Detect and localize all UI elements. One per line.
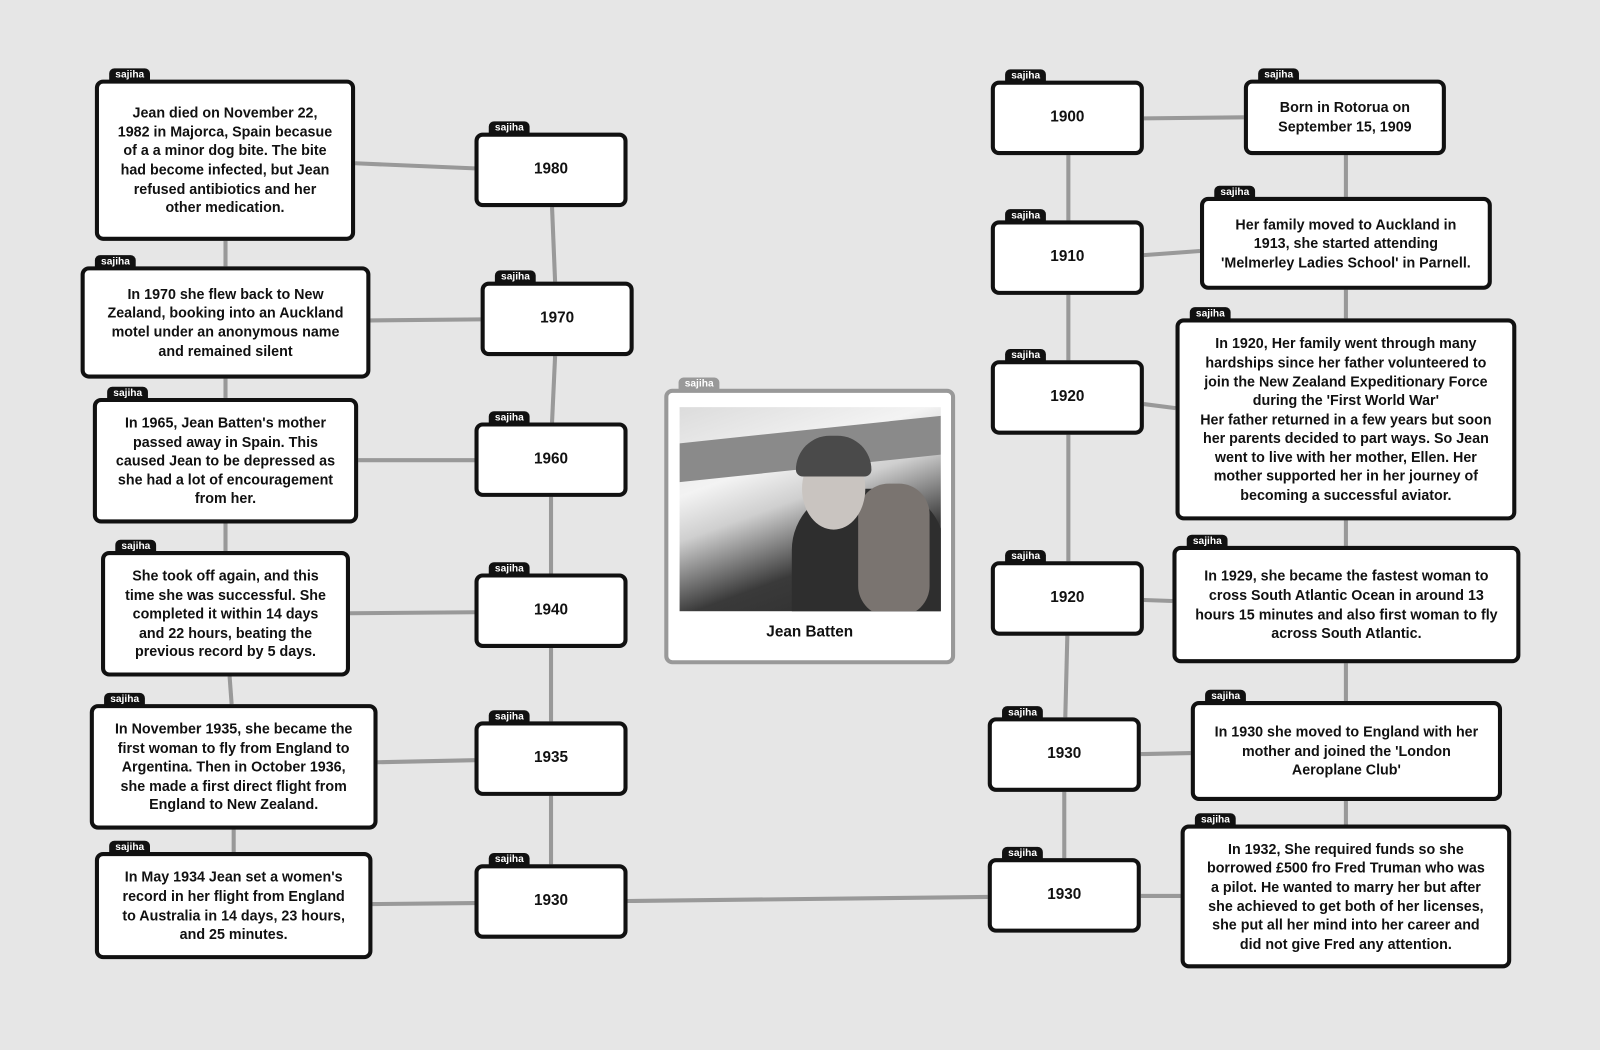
year-label: 1970	[540, 309, 575, 327]
connector	[1144, 600, 1173, 601]
author-tag: sajiha	[1214, 186, 1255, 200]
author-tag: sajiha	[109, 841, 150, 855]
author-tag: sajiha	[489, 411, 530, 425]
event-text: In 1932, She required funds so she borrowed £500 fro Fred Truman who was a pilot. He wanted to marry her but after she achieved to get both of her licenses, she put all her mind into her career and did not give Fred any attention.	[1206, 840, 1485, 952]
year-node-1910[interactable]	[991, 210, 1144, 294]
event-card-mother-death[interactable]	[93, 387, 358, 524]
event-text: In 1920, Her family went through many hardships since her father volunteered to join the New Zealand Expeditionary Force during the 'First World War' Her father returned in a few years but soon her parents decided to part ways. So Jean went to live with her mother, Ellen. Her mother supported her in her journey of becoming a successful aviator.	[1200, 335, 1492, 504]
author-tag: sajiha	[1005, 69, 1046, 83]
year-label: 1930	[533, 892, 569, 910]
connector	[378, 760, 475, 762]
event-card-record-flight[interactable]	[101, 540, 350, 677]
event-text: In 1965, Jean Batten's mother passed away in Spain. This caused Jean to be depressed as she had a lot of encouragement from her.	[115, 414, 336, 507]
connector	[628, 897, 988, 901]
year-node-1935[interactable]	[474, 711, 627, 795]
event-text: In November 1935, she became the first woman to fly from England to Argentina. Then in October 1936, she made a first direct flight from England to New Zealand.	[114, 720, 353, 813]
author-tag: sajiha	[489, 121, 530, 135]
year-label: 1920	[1050, 588, 1085, 607]
author-tag: sajiha	[495, 270, 536, 284]
event-card-england-move[interactable]	[1191, 690, 1502, 801]
author-tag: sajiha	[489, 710, 530, 724]
author-tag: sajiha	[1205, 690, 1246, 704]
event-card-funds[interactable]	[1181, 814, 1512, 968]
author-tag: sajiha	[95, 255, 136, 269]
author-tag: sajiha	[1002, 706, 1043, 720]
event-text: In 1930 she moved to England with her mother and joined the 'London Aeroplane Club'	[1214, 723, 1479, 778]
event-text: She took off again, and this time she was successful. She completed it within 14 days and 22 hours, beating the previous record by 5 days.	[125, 567, 326, 660]
author-tag: sajiha	[104, 693, 145, 707]
year-node-1920-b[interactable]	[991, 551, 1144, 635]
author-tag: sajiha	[1187, 535, 1228, 549]
year-node-1940[interactable]	[474, 563, 627, 647]
year-label: 1980	[533, 160, 569, 178]
event-card-hardships[interactable]	[1176, 308, 1517, 520]
year-label: 1920	[1050, 387, 1085, 406]
year-label: 1930	[1047, 885, 1082, 904]
year-label: 1960	[533, 450, 569, 468]
author-tag: sajiha	[1005, 349, 1046, 363]
connector	[1144, 404, 1176, 408]
event-card-south-atlantic[interactable]	[1172, 535, 1520, 663]
connector	[350, 612, 474, 613]
event-card-return-nz[interactable]	[81, 256, 371, 378]
author-tag: sajiha	[489, 853, 530, 867]
year-label: 1930	[1047, 745, 1082, 763]
author-tag: sajiha	[1005, 550, 1046, 564]
connector	[552, 356, 555, 422]
author-tag: sajiha	[1190, 307, 1231, 321]
central-topic-card[interactable]	[664, 378, 955, 665]
year-node-1960[interactable]	[474, 412, 627, 496]
author-tag: sajiha	[1258, 68, 1299, 82]
event-text: In May 1934 Jean set a women's record in her flight from England to Australia in 14 days, 23 hours, and 25 minutes.	[122, 868, 345, 942]
year-node-1920[interactable]	[991, 349, 1144, 434]
year-node-1900[interactable]	[991, 70, 1144, 155]
connector	[230, 677, 232, 705]
connector	[1141, 753, 1191, 754]
year-node-1930-left[interactable]	[474, 854, 627, 938]
author-tag: sajiha	[109, 68, 150, 82]
year-label: 1935	[533, 749, 569, 767]
author-tag: sajiha	[1005, 209, 1046, 223]
year-node-1930[interactable]	[988, 707, 1141, 791]
central-topic-caption: Jean Batten	[766, 623, 854, 641]
connector	[372, 903, 474, 904]
connector	[370, 319, 480, 320]
connector	[1144, 117, 1244, 118]
event-card-auckland[interactable]	[1200, 186, 1492, 290]
author-tag: sajiha	[489, 562, 530, 576]
connector	[552, 207, 555, 281]
event-text: Jean died on November 22, 1982 in Majorca, Spain becasue of a a minor dog bite. The bite had become infected, but Jean refused antibiotics and her other medication.	[117, 104, 333, 216]
year-node-1980[interactable]	[474, 122, 627, 207]
year-node-1970[interactable]	[481, 271, 634, 356]
connector	[355, 163, 474, 168]
event-card-death[interactable]	[95, 69, 355, 241]
event-card-argentina[interactable]	[90, 693, 378, 830]
author-tag: sajiha	[1195, 813, 1236, 827]
connector	[1144, 251, 1200, 255]
year-node-1930-right[interactable]	[988, 847, 1141, 932]
portrait-photo	[679, 407, 940, 611]
year-label: 1910	[1050, 248, 1085, 266]
event-text: In 1929, she became the fastest woman to cross South Atlantic Ocean in around 13 hours 15 minutes and also first woman to fly across South Atlantic.	[1195, 567, 1498, 641]
author-tag: sajiha	[1002, 847, 1043, 861]
event-card-birth[interactable]	[1244, 69, 1446, 156]
year-label: 1940	[533, 601, 569, 619]
author-tag: sajiha	[115, 540, 156, 554]
connector	[1065, 636, 1067, 718]
author-tag: sajiha	[679, 378, 720, 392]
event-card-australia[interactable]	[95, 841, 373, 959]
year-label: 1900	[1050, 108, 1085, 126]
event-text: Born in Rotorua on September 15, 1909	[1278, 99, 1412, 135]
event-text: Her family moved to Auckland in 1913, she started attending 'Melmerley Ladies School' in Parnell.	[1221, 215, 1471, 271]
event-text: In 1970 she flew back to New Zealand, booking into an Auckland motel under an anonymous name and remained silent	[107, 285, 344, 359]
author-tag: sajiha	[107, 387, 148, 401]
